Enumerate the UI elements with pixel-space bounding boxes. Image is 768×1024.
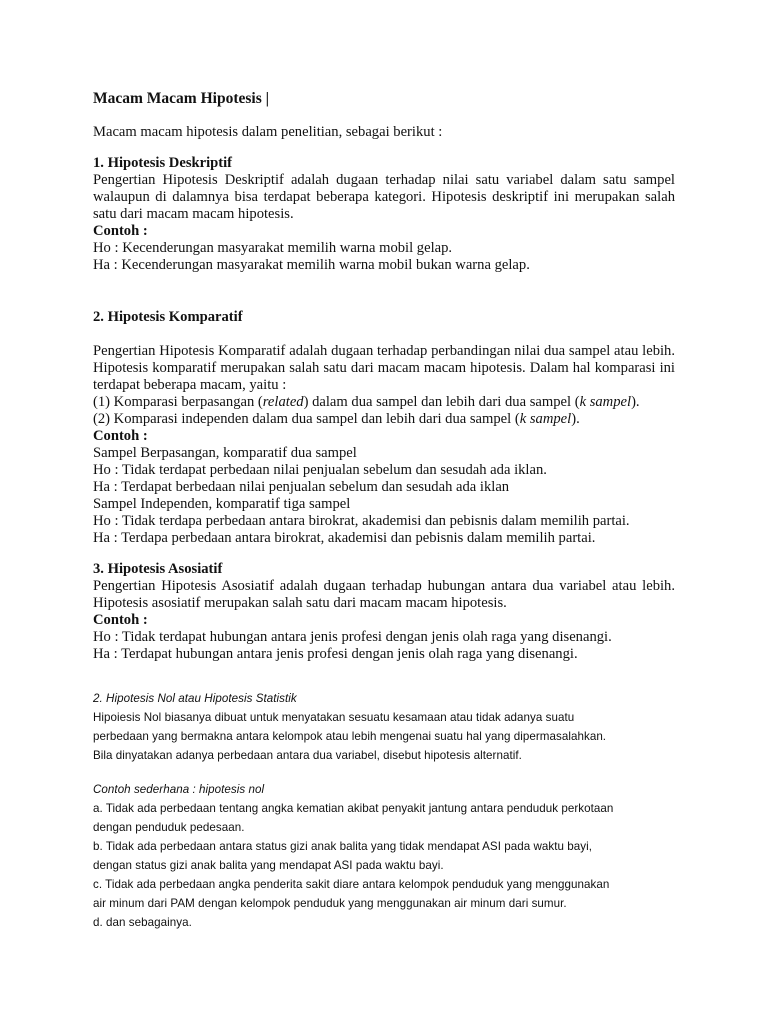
hypothesis-ha: Ha : Kecenderungan masyarakat memilih warna mobil bukan warna gelap. [93,257,530,273]
example-line: d. dan sebagainya. [93,916,192,929]
paragraph-line: perbedaan yang bermakna antara kelompok atau lebih mengenai suatu hal yang dipermasalahkan. [93,730,607,743]
section-asosiatif [93,561,675,663]
example-line: c. Tidak ada perbedaan angka penderita sakit diare antara kelompok penduduk yang menggunakan [93,878,610,891]
hypothesis-ho: Ho : Tidak terdapat hubungan antara jenis profesi dengan jenis olah raga yang disenangi. [93,629,612,645]
section-deskriptif [93,155,675,274]
contoh-label: Contoh : [93,428,148,444]
paragraph-line: Hipoiesis Nol biasanya dibuat untuk menyatakan sesuatu kesamaan atau tidak adanya suatu [93,711,575,724]
hypothesis-ho: Ho : Kecenderungan masyarakat memilih warna mobil gelap. [93,240,453,256]
contoh-label: Contoh : [93,223,148,239]
example-line: dengan status gizi anak balita yang mendapat ASI pada waktu bayi. [93,859,444,872]
section-hipotesis-nol-examples [93,780,693,932]
section-komparatif [93,309,675,326]
example-line: b. Tidak ada perbedaan antara status gizi anak balita yang tidak mendapat ASI pada waktu bayi, [93,840,593,853]
example-line: a. Tidak ada perbedaan tentang angka kematian akibat penyakit jantung antara penduduk perkotaan [93,802,614,815]
section-heading: 2. Hipotesis Komparatif [93,309,243,325]
example-line: Sampel Berpasangan, komparatif dua sampel [93,445,357,461]
section-heading: 2. Hipotesis Nol atau Hipotesis Statistik [93,692,297,705]
page-title: Macam Macam Hipotesis | [93,90,270,107]
contoh-label: Contoh : [93,612,148,628]
section-heading: 3. Hipotesis Asosiatif [93,561,223,577]
komparasi-item-1: (1) Komparasi berpasangan (related) dalam dua sampel dan lebih dari dua sampel (k sampel). [93,394,640,410]
contoh-heading: Contoh sederhana : hipotesis nol [93,783,265,796]
example-line: Ho : Tidak terdapa perbedaan antara birokrat, akademisi dan pebisnis dalam memilih partai. [93,513,630,529]
section-heading: 1. Hipotesis Deskriptif [93,155,233,171]
example-line: Ho : Tidak terdapat perbedaan nilai penjualan sebelum dan sesudah ada iklan. [93,462,547,478]
section-hipotesis-nol [93,689,693,765]
section-paragraph: Pengertian Hipotesis Asosiatif adalah dugaan terhadap hubungan antara dua variabel atau lebih. Hipotesis asosiatif merupakan salah satu dari macam macam hipotesis. [93,578,675,611]
section-paragraph: Pengertian Hipotesis Komparatif adalah dugaan terhadap perbandingan nilai dua sampel atau lebih. Hipotesis komparatif merupakan salah satu dari macam macam hipotesis. Dalam hal komparasi ini terdapat beberapa macam, yaitu : [93,343,675,393]
intro-text: Macam macam hipotesis dalam penelitian, sebagai berikut : [93,124,443,140]
example-line: Ha : Terdapa perbedaan antara birokrat, akademisi dan pebisnis dalam memilih partai. [93,530,596,546]
example-line: air minum dari PAM dengan kelompok penduduk yang menggunakan air minum dari sumur. [93,897,567,910]
example-line: Sampel Independen, komparatif tiga sampel [93,496,351,512]
paragraph-line: Bila dinyatakan adanya perbedaan antara dua variabel, disebut hipotesis alternatif. [93,749,522,762]
section-paragraph: Pengertian Hipotesis Deskriptif adalah dugaan terhadap nilai satu variabel dalam satu sampel walaupun di dalamnya bisa terdapat beberapa kategori. Hipotesis deskriptif ini merupakan salah satu dari macam macam hipotesis. [93,172,675,222]
komparasi-item-2: (2) Komparasi independen dalam dua sampel dan lebih dari dua sampel (k sampel). [93,411,580,427]
hypothesis-ha: Ha : Terdapat hubungan antara jenis profesi dengan jenis olah raga yang disenangi. [93,646,578,662]
example-line: Ha : Terdapat berbedaan nilai penjualan sebelum dan sesudah ada iklan [93,479,510,495]
section-komparatif-body [93,343,675,547]
example-line: dengan penduduk pedesaan. [93,821,245,834]
